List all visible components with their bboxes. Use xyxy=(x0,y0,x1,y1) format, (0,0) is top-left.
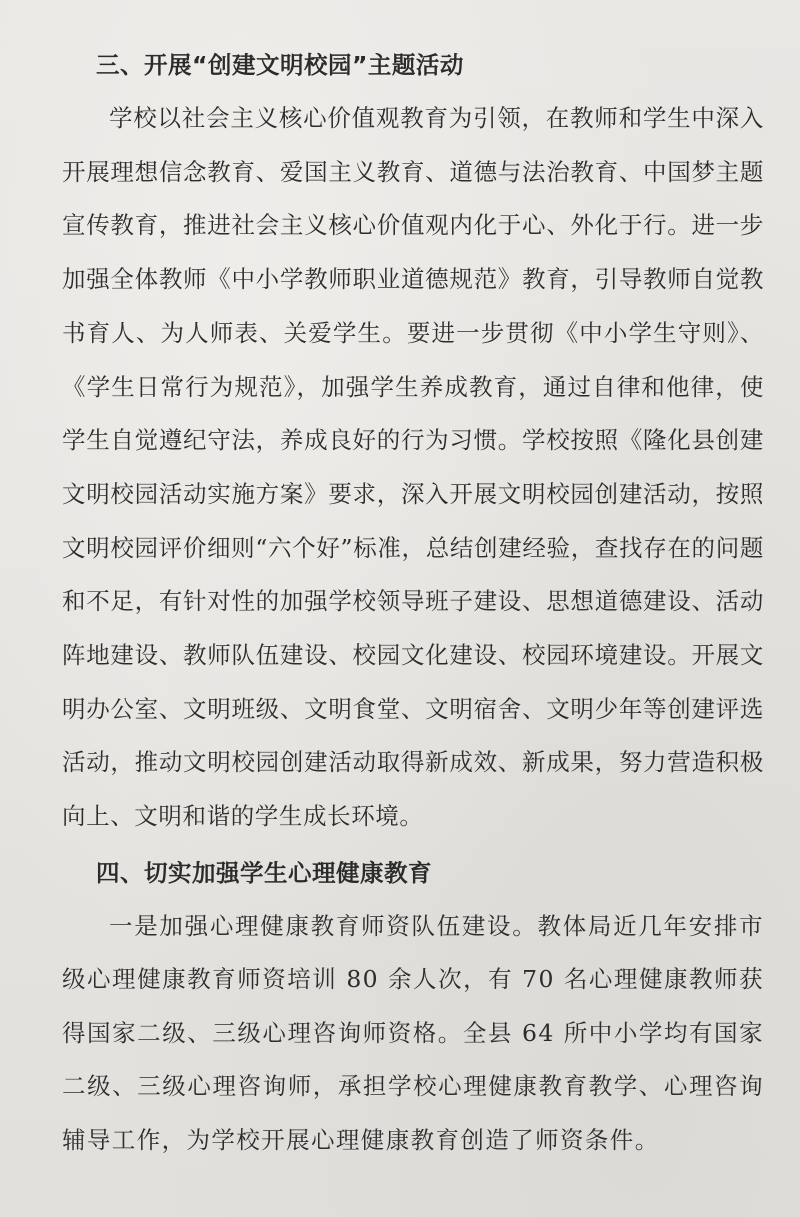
section-heading: 三、开展“创建文明校园”主题活动 xyxy=(96,51,464,79)
section-civilized-campus xyxy=(62,38,764,844)
section-paragraph: 学校以社会主义核心价值观教育为引领，在教师和学生中深入开展理想信念教育、爱国主义教育、道德与法治教育、中国梦主题宣传教育，推进社会主义核心价值观内化于心、外化于行。进一步加强全体教师《中小学教师职业道德规范》教育，引导教师自觉教书育人、为人师表、关爱学生。要进一步贯彻《中小学生守则》、《学生日常行为规范》，加强学生养成教育，通过自律和他律，使学生自觉遵纪守法，养成良好的行为习惯。学校按照《隆化县创建文明校园活动实施方案》要求，深入开展文明校园创建活动，按照文明校园评价细则“六个好”标准，总结创建经验，查找存在的问题和不足，有针对性的加强学校领导班子建设、思想道德建设、活动阵地建设、教师队伍建设、校园文化建设、校园环境建设。开展文明办公室、文明班级、文明食堂、文明宿舍、文明少年等创建评选活动，推动文明校园创建活动取得新成效、新成果，努力营造积极向上、文明和谐的学生成长环境。 xyxy=(62,104,764,831)
section-heading: 四、切实加强学生心理健康教育 xyxy=(96,858,432,887)
section-mental-health xyxy=(62,846,764,1168)
section-paragraph: 一是加强心理健康教育师资队伍建设。教体局近几年安排市级心理健康教育师资培训 80 余人次，有 70 名心理健康教师获得国家二级、三级心理咨询师资格。全县 64 所中小学均有国家二级、三级心理咨询师，承担学校心理健康教育教学、心理咨询辅导工作，为学校开展心理健康教育创造了师资条件。 xyxy=(62,911,764,1154)
